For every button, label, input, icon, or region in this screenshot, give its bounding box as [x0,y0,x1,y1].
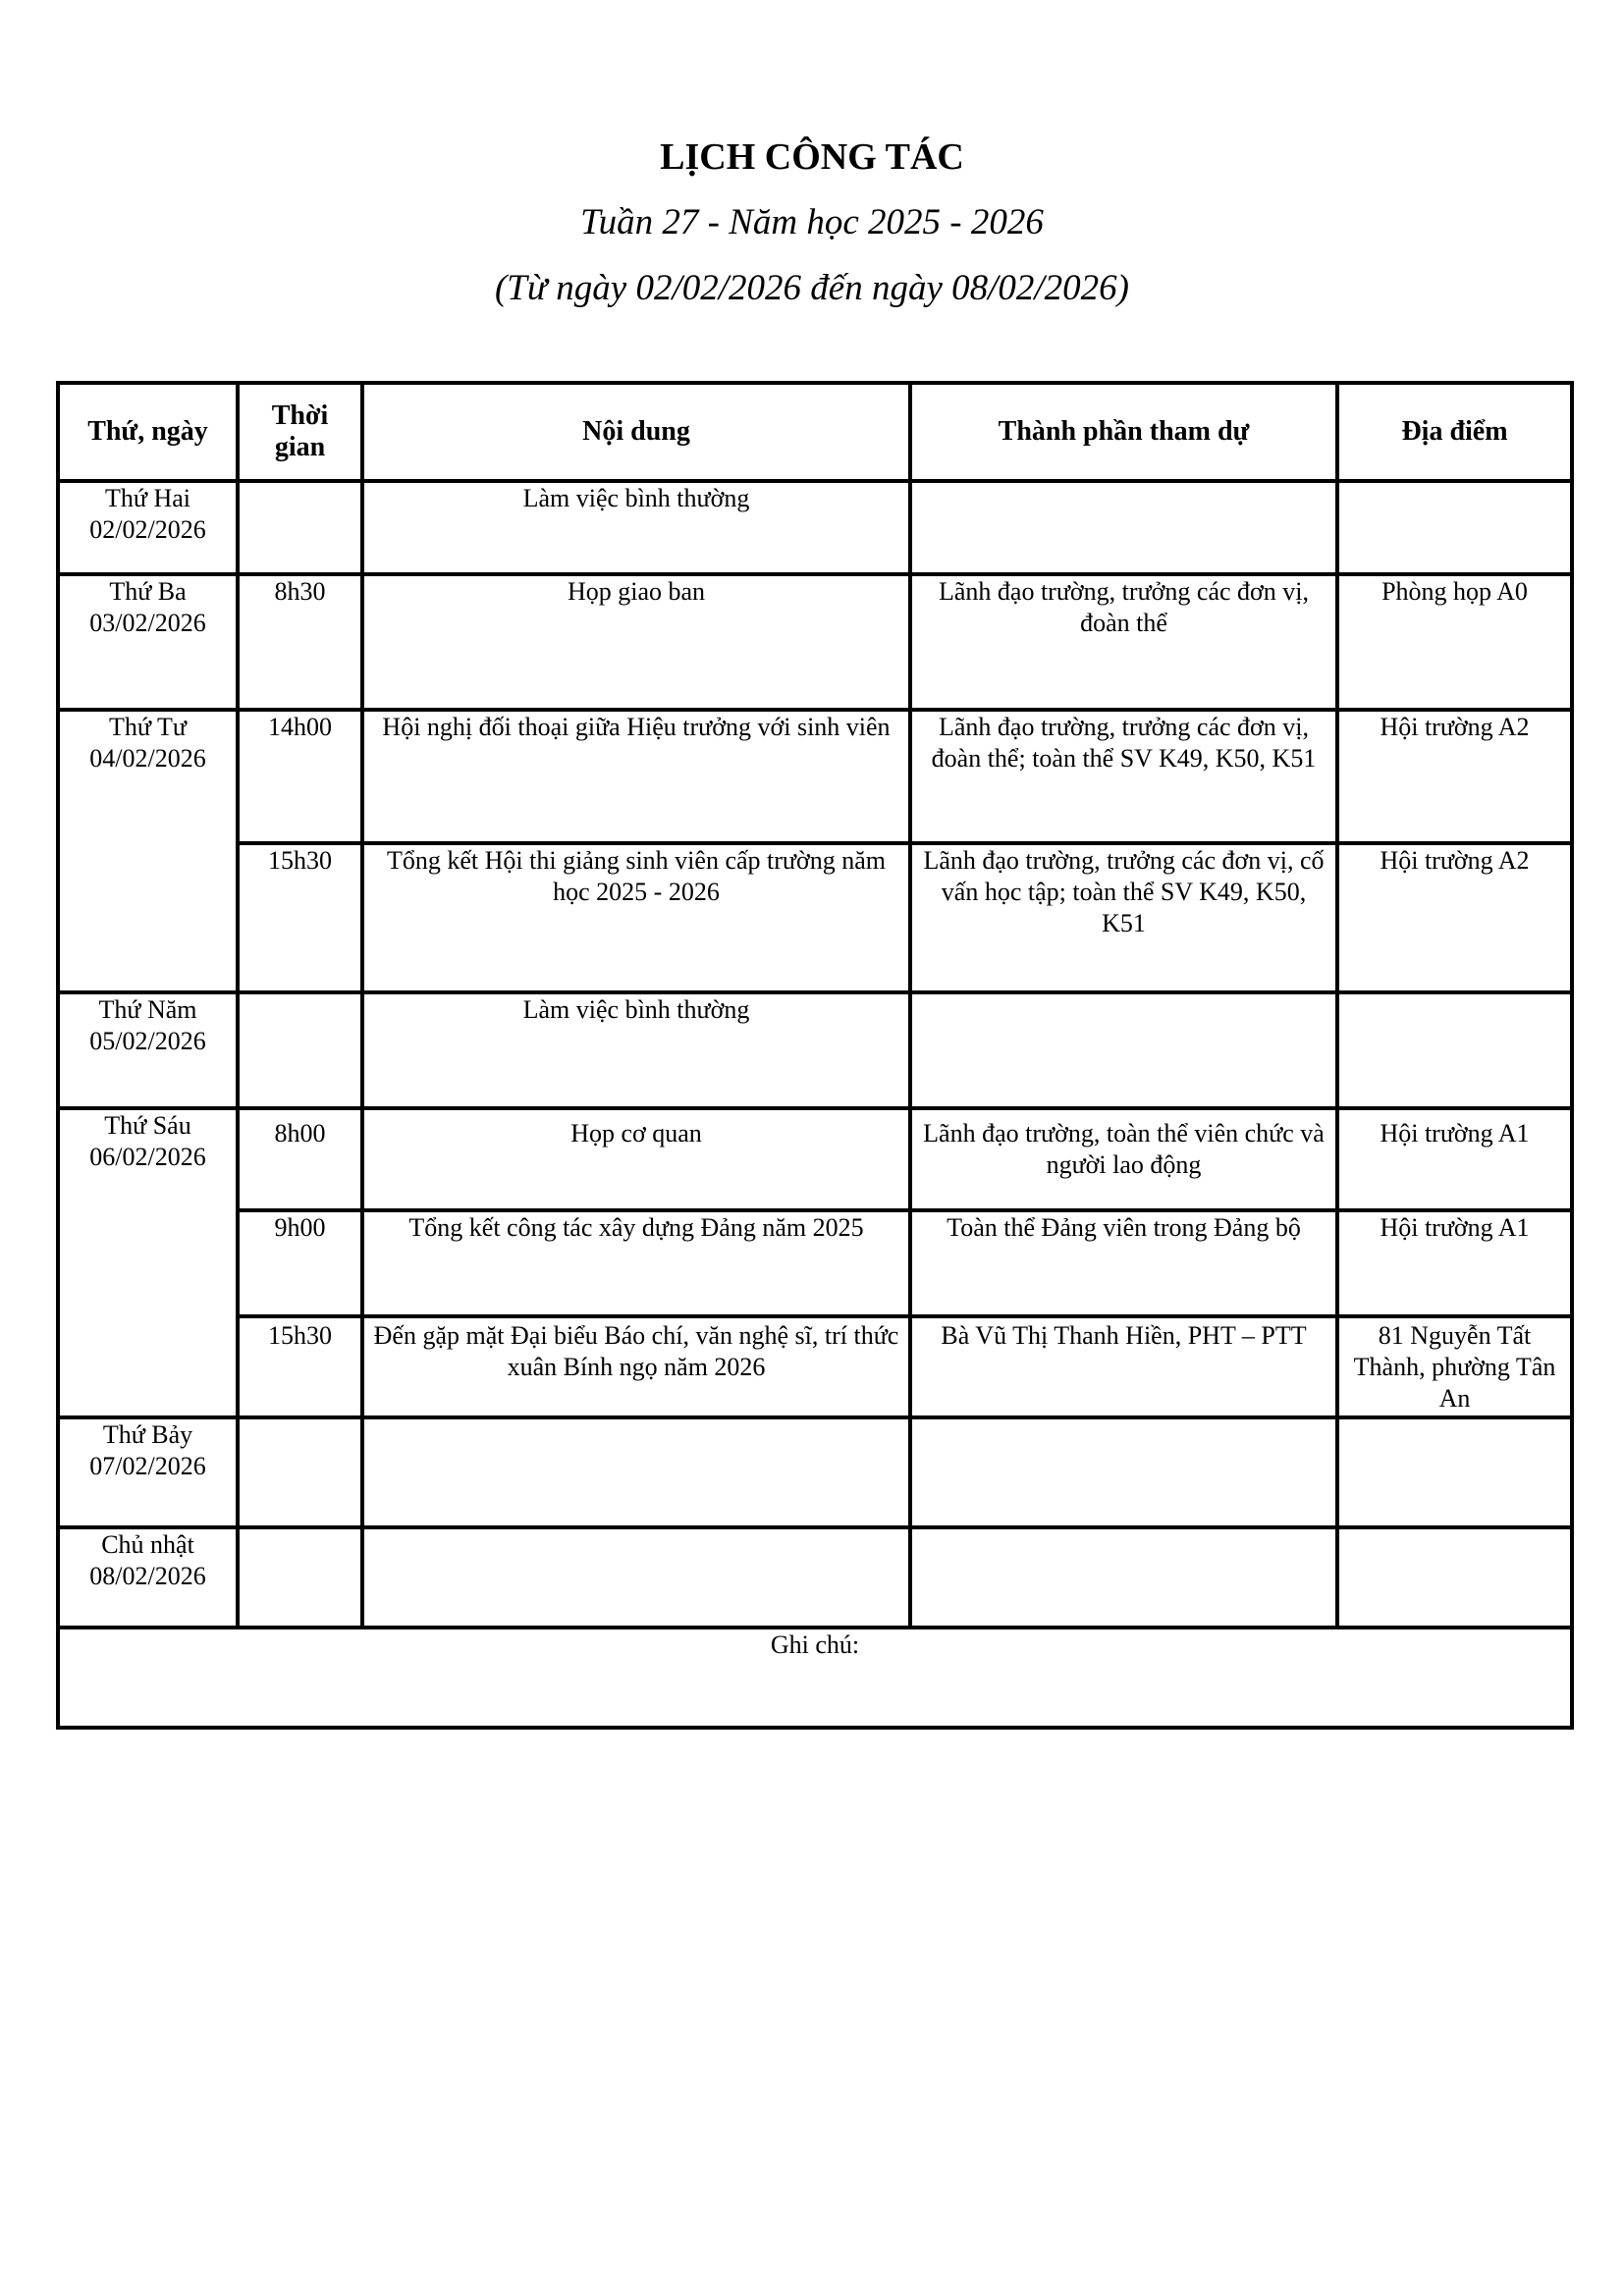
day-name: Thứ Tư [109,713,187,741]
column-header-location: Địa điểm [1337,383,1572,481]
day-cell [58,992,238,1108]
participants-cell: Lãnh đạo trường, trưởng các đơn vị, đoàn thể [910,574,1337,710]
day-cell [58,1108,238,1417]
location-cell: 81 Nguyễn Tất Thành, phường Tân An [1337,1316,1572,1417]
day-cell [58,710,238,992]
content-cell [362,1527,910,1628]
day-cell [58,1527,238,1628]
time-cell: 8h00 [238,1108,362,1210]
column-header-content: Nội dung [362,383,910,481]
content-cell: Tổng kết Hội thi giảng sinh viên cấp trường năm học 2025 - 2026 [362,843,910,992]
time-cell [238,1417,362,1527]
table-row [58,1527,1572,1628]
time-cell: 15h30 [238,1316,362,1417]
table-row [58,1108,1572,1210]
location-cell: Phòng họp A0 [1337,574,1572,710]
table-row [58,710,1572,843]
location-cell [1337,1527,1572,1628]
table-row [58,843,1572,992]
day-date: 07/02/2026 [89,1452,206,1480]
content-cell: Họp giao ban [362,574,910,710]
time-cell [238,1527,362,1628]
day-name: Thứ Ba [109,577,187,606]
day-date: 04/02/2026 [89,744,206,773]
table-row [58,992,1572,1108]
day-cell [58,1417,238,1527]
table-row [58,1316,1572,1417]
participants-cell: Toàn thể Đảng viên trong Đảng bộ [910,1210,1337,1316]
table-row [58,1417,1572,1527]
day-cell [58,481,238,574]
column-header-time: Thời gian [238,383,362,481]
document-title: LỊCH CÔNG TÁC [660,136,964,178]
note-label: Ghi chú: [58,1628,1572,1728]
location-cell [1337,481,1572,574]
time-cell: 14h00 [238,710,362,843]
time-cell: 9h00 [238,1210,362,1316]
content-cell: Tổng kết công tác xây dựng Đảng năm 2025 [362,1210,910,1316]
day-date: 08/02/2026 [89,1562,206,1590]
content-cell: Họp cơ quan [362,1108,910,1210]
participants-cell [910,992,1337,1108]
column-header-participants: Thành phần tham dự [910,383,1337,481]
time-cell: 8h30 [238,574,362,710]
day-name: Thứ Hai [104,484,190,512]
table-row [58,481,1572,574]
day-date: 02/02/2026 [89,515,206,544]
participants-cell [910,481,1337,574]
participants-cell: Lãnh đạo trường, trưởng các đơn vị, đoàn thể; toàn thể SV K49, K50, K51 [910,710,1337,843]
table-row [58,574,1572,710]
content-cell [362,1417,910,1527]
day-name: Thứ Năm [98,995,197,1024]
note-row [58,1628,1572,1728]
participants-cell [910,1417,1337,1527]
day-name: Thứ Bảy [102,1420,193,1449]
day-date: 03/02/2026 [89,609,206,637]
date-range-subtitle: (Từ ngày 02/02/2026 đến ngày 08/02/2026) [494,268,1130,308]
time-cell [238,481,362,574]
schedule-table [56,381,1574,1730]
participants-cell: Lãnh đạo trường, toàn thể viên chức và người lao động [910,1108,1337,1210]
week-subtitle: Tuần 27 - Năm học 2025 - 2026 [580,202,1044,242]
column-header-day: Thứ, ngày [58,383,238,481]
time-cell [238,992,362,1108]
location-cell: Hội trường A1 [1337,1108,1572,1210]
participants-cell: Lãnh đạo trường, trưởng các đơn vị, cố vấn học tập; toàn thể SV K49, K50, K51 [910,843,1337,992]
content-cell: Làm việc bình thường [362,992,910,1108]
content-cell: Hội nghị đối thoại giữa Hiệu trưởng với sinh viên [362,710,910,843]
day-name: Thứ Sáu [104,1111,191,1140]
location-cell: Hội trường A1 [1337,1210,1572,1316]
participants-cell [910,1527,1337,1628]
time-cell: 15h30 [238,843,362,992]
content-cell: Làm việc bình thường [362,481,910,574]
day-cell [58,574,238,710]
participants-cell: Bà Vũ Thị Thanh Hiền, PHT – PTT [910,1316,1337,1417]
day-date: 06/02/2026 [89,1143,206,1171]
location-cell: Hội trường A2 [1337,710,1572,843]
location-cell [1337,1417,1572,1527]
table-header-row [58,383,1572,481]
location-cell: Hội trường A2 [1337,843,1572,992]
day-date: 05/02/2026 [89,1027,206,1055]
table-row [58,1210,1572,1316]
content-cell: Đến gặp mặt Đại biểu Báo chí, văn nghệ sĩ, trí thức xuân Bính ngọ năm 2026 [362,1316,910,1417]
location-cell [1337,992,1572,1108]
day-name: Chủ nhật [101,1530,194,1559]
